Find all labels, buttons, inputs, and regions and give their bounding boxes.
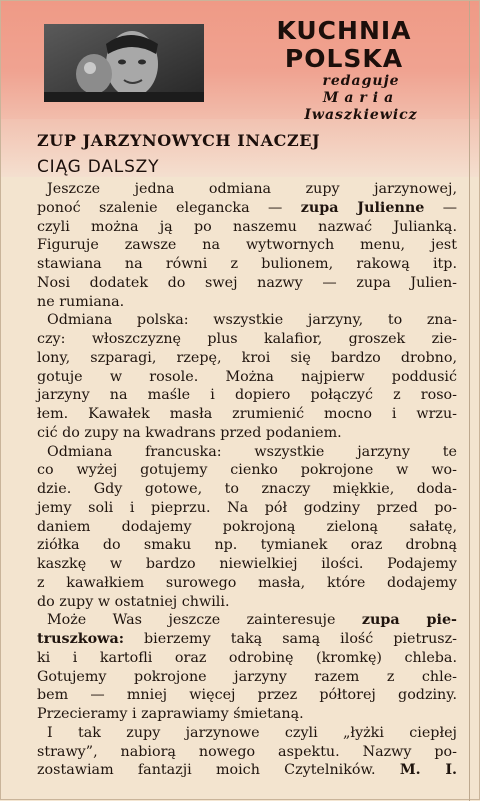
- byline-line2: Maria: [322, 90, 400, 106]
- article-line: [37, 311, 457, 330]
- article-line-text: Odmiana polska: wszystkie jarzyny, to zna-: [47, 312, 457, 329]
- article-line-text: co wyżej gotujemy cienko pokrojone w wo-: [37, 462, 457, 479]
- article-line-text: czyli można ją po naszemu nazwać Julianką.: [37, 218, 457, 235]
- article-line-text: zostawiam fantazji moich Czytelników.: [37, 762, 400, 779]
- article-line-text: daniem dodajemy pokrojoną zieloną sałatę,: [37, 518, 457, 535]
- article-line-text: ziółka do smaku np. tymianek oraz drobną: [37, 537, 457, 554]
- article-line-text: ki i kartofli oraz odrobinę (kromkę) chleba.: [37, 649, 457, 666]
- right-border: [469, 1, 470, 801]
- article-line: [37, 761, 457, 780]
- article-subheading: CIĄG DALSZY: [37, 157, 160, 177]
- author-photo-image: [44, 24, 204, 102]
- article-line: [37, 405, 457, 424]
- article-line-text: z kawałkiem surowego masła, które dodajemy: [37, 574, 457, 591]
- article-line: [37, 668, 457, 687]
- article-line: [37, 574, 457, 593]
- article-line: [37, 424, 457, 443]
- article-line-text: Jeszcze jedna odmiana zupy jarzynowej,: [47, 181, 457, 197]
- article-line: [37, 293, 457, 312]
- article-line: [37, 630, 457, 649]
- article-line: [37, 386, 457, 405]
- article-line: [37, 536, 457, 555]
- column-title-line1: KUCHNIA: [276, 16, 412, 45]
- article-line: [37, 443, 457, 462]
- article-line-text: lony, szparagi, rzepę, kroi się bardzo drobno,: [37, 349, 457, 366]
- article-line: [37, 705, 457, 724]
- article-line-text: I tak zupy jarzynowe czyli „łyżki ciepłej: [47, 724, 457, 741]
- article-line: [37, 518, 457, 537]
- article-line-text: Przecieramy i zaprawiamy śmietaną.: [37, 706, 304, 722]
- article-heading: ZUP JARZYNOWYCH INACZEJ: [37, 131, 321, 150]
- article-line: [37, 218, 457, 237]
- article-line: [37, 743, 457, 762]
- article-line: [37, 236, 457, 255]
- article-line-text: Nosi dodatek do swej nazwy — zupa Julien-: [37, 274, 457, 291]
- article-line-text: Może Was jeszcze zainteresuje: [47, 612, 362, 629]
- article-line: [37, 330, 457, 349]
- article-body: [37, 180, 457, 780]
- article-line: [37, 724, 457, 743]
- article-line: [37, 593, 457, 612]
- article-line: [37, 480, 457, 499]
- article-line-text: ne rumiana.: [37, 293, 125, 310]
- article-line: [37, 180, 457, 199]
- article-line-text: strawy”, nabiorą nowego aspektu. Nazwy po-: [37, 743, 457, 760]
- article-line: [37, 255, 457, 274]
- article-line-text: Figuruje zawsze na wytwornych menu, jest: [37, 237, 457, 254]
- article-line-bold: M. I.: [399, 762, 458, 779]
- article-line-text: jarzyny na maśle i dopiero połączyć z roso-: [37, 387, 457, 404]
- article-line-text: czy: włoszczyznę plus kalafior, groszek zie-: [37, 331, 457, 347]
- article-line-text: dzie. Gdy gotowe, to znaczy miękkie, doda-: [37, 481, 457, 497]
- article-line-text: bierzemy taką samą ilość pietrusz-: [124, 631, 457, 647]
- article-line: [37, 686, 457, 705]
- article-line: [37, 555, 457, 574]
- article-line-text: kaszkę w bardzo niewielkiej ilości. Podajemy: [37, 556, 457, 572]
- article-line-text: —: [424, 199, 458, 216]
- article-line-text: ponoć szalenie elegancka —: [37, 199, 301, 216]
- article-line-text: Odmiana francuska: wszystkie jarzyny te: [47, 443, 457, 460]
- byline: [291, 73, 431, 124]
- byline-line1: redaguje: [322, 73, 400, 89]
- article-line: [37, 368, 457, 387]
- article-line: [37, 461, 457, 480]
- article-line: [37, 349, 457, 368]
- article-line: [37, 611, 457, 630]
- article-line-text: Gotujemy pokrojone jarzyny razem z chle-: [37, 668, 457, 685]
- article-line-text: łem. Kawałek masła zrumienić mocno i wrzu-: [37, 406, 457, 422]
- article-line: [37, 199, 457, 218]
- article-line-text: do zupy w ostatniej chwili.: [37, 593, 230, 610]
- column-title-line2: POLSKA: [284, 44, 404, 73]
- article-line-text: cić do zupy na kwadrans przed podaniem.: [37, 424, 342, 441]
- article-line-text: stawiana na równi z bulionem, rakową itp.: [37, 256, 457, 272]
- article-line-bold: zupa Julienne: [300, 199, 425, 216]
- author-photo: [44, 24, 204, 102]
- article-line-bold: truszkowa:: [37, 631, 124, 647]
- column-title: [269, 17, 419, 73]
- article-line-text: gotuje w rosole. Można najpierw poddusić: [37, 368, 457, 385]
- article-line: [37, 649, 457, 668]
- byline-line3: Iwaszkiewicz: [304, 107, 418, 123]
- article-line: [37, 274, 457, 293]
- article-line-text: bem — mniej więcej przez półtorej godziny.: [37, 687, 457, 704]
- article-line-bold: zupa pie-: [361, 612, 457, 629]
- article-line: [37, 499, 457, 518]
- article-line-text: jemy soli i pieprzu. Na pół godziny przed po-: [37, 499, 457, 516]
